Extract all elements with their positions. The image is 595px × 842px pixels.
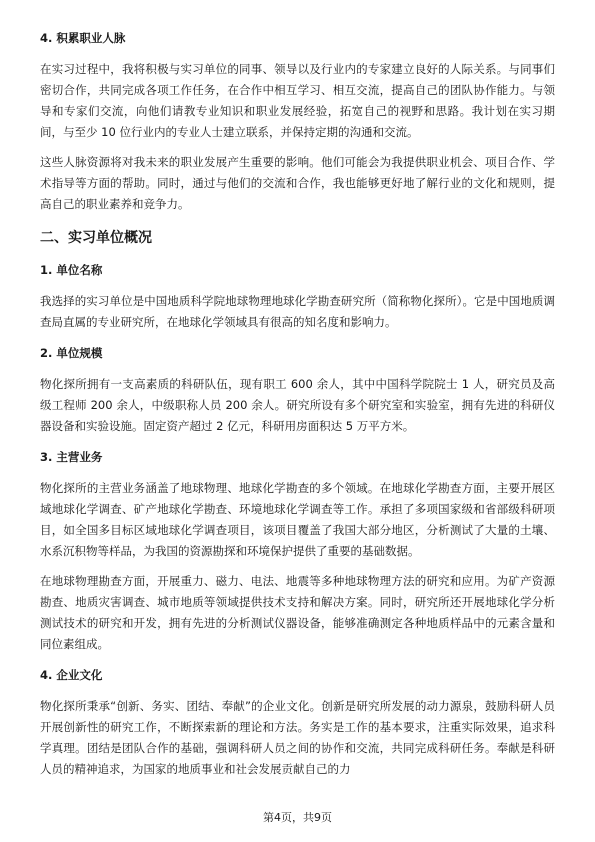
subsection-heading: 2. 单位规模 [40, 346, 103, 360]
subsection-unit-name [40, 262, 555, 333]
subsection-heading: 3. 主营业务 [40, 450, 103, 464]
body-paragraph: 物化探所的主营业务涵盖了地球物理、地球化学勘查的多个领域。在地球化学勘查方面，主要开展区域地球化学调查、矿产地球化学勘查、环境地球化学调查等工作。承担了多项国家级和省部级科研项目，如全国多目标区域地球化学调查项目，该项目覆盖了我国大部分地区，分析测试了大量的土壤、水系沉积物等样品，为我国的资源勘探和环境保护提供了重要的基础数据。 [40, 481, 555, 558]
page-footer: 第4页，共9页 [263, 811, 332, 824]
subsection-corporate-culture [40, 667, 555, 780]
body-paragraph: 这些人脉资源将对我未来的职业发展产生重要的影响。他们可能会为我提供职业机会、项目合作、学术指导等方面的帮助。同时，通过与他们的交流和合作，我也能够更好地了解行业的文化和规则，提高自己的职业素养和竞争力。 [40, 155, 555, 211]
subsection-unit-scale [40, 345, 555, 437]
body-paragraph: 物化探所秉承“创新、务实、团结、奉献”的企业文化。创新是研究所发展的动力源泉，鼓励科研人员开展创新性的研究工作，不断探索新的理论和方法。务实是工作的基本要求，注重实际效果，追求科学真理。团结是团队合作的基础，强调科研人员之间的协作和交流，共同完成科研任务。奉献是科研人员的精神追求，为国家的地质事业和社会发展贡献自己的力 [40, 699, 555, 776]
body-paragraph: 在地球物理勘查方面，开展重力、磁力、电法、地震等多种地球物理方法的研究和应用。为矿产资源勘查、地质灾害调查、城市地质等领域提供技术支持和解决方案。同时，研究所还开展地球化学分析测试技术的研究和开发，拥有先进的分析测试仪器设备，能够准确测定各种地质样品中的元素含量和同位素组成。 [40, 574, 555, 651]
subsection-heading: 1. 单位名称 [40, 263, 103, 277]
section-heading: 4. 积累职业人脉 [40, 31, 126, 45]
subsection-main-business [40, 449, 555, 655]
subsection-heading: 4. 企业文化 [40, 668, 103, 682]
section-network [40, 30, 555, 215]
body-paragraph: 我选择的实习单位是中国地质科学院地球物理地球化学勘查研究所（简称物化探所）。它是中国地质调查局直属的专业研究所，在地球化学领域具有很高的知名度和影响力。 [40, 294, 555, 329]
body-paragraph: 物化探所拥有一支高素质的科研队伍，现有职工 600 余人，其中中国科学院院士 1 人，研究员及高级工程师 200 余人，中级职称人员 200 余人。研究所设有多个研究室和实验室，拥有先进的科研仪器设备和实验设施。固定资产超过 2 亿元，科研用房面积达 5 万平方米。 [40, 377, 555, 433]
chapter-title: 二、实习单位概况 [40, 230, 152, 246]
body-paragraph: 在实习过程中，我将积极与实习单位的同事、领导以及行业内的专家建立良好的人际关系。与同事们密切合作，共同完成各项工作任务，在合作中相互学习、相互交流，提高自己的团队协作能力。与领导和专家们交流，向他们请教专业知识和职业发展经验，拓宽自己的视野和思路。我计划在实习期间，与至少 10 位行业内的专业人士建立联系，并保持定期的沟通和交流。 [40, 62, 555, 139]
